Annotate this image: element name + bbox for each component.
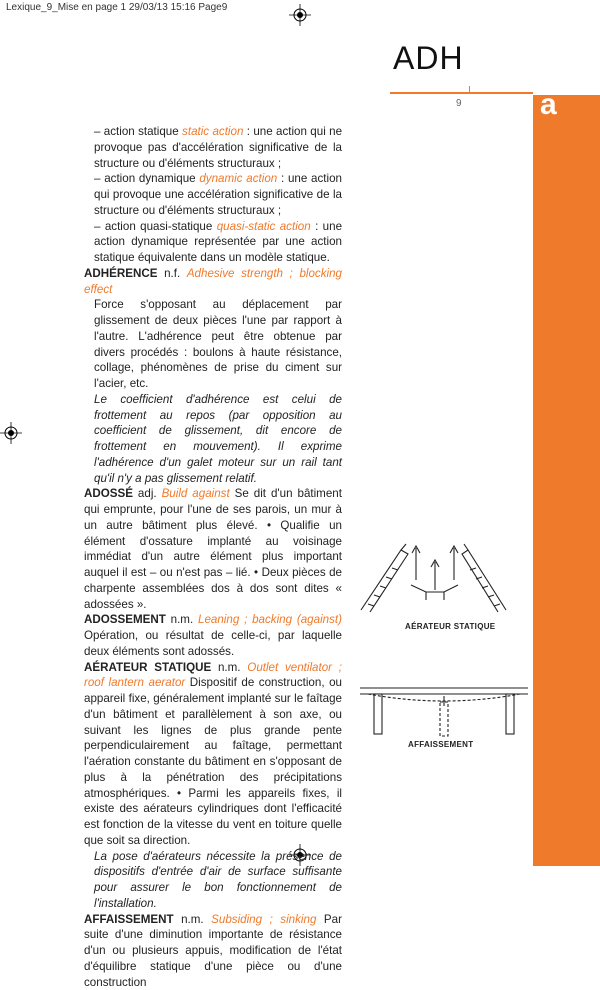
section-letter: a [540,88,557,122]
header-rule [390,92,533,94]
registration-mark-left-icon [0,422,22,444]
affaissement-caption: AFFAISSEMENT [408,740,473,749]
entry-adosse: ADOSSÉ adj. Build against Se dit d'un bâtiment qui emprunte, pour l'une de ses parois, un mur à un autre bâtiment plus élevé. • Qualifie un élément d'ossature implanté au voisinage immédiat d'un autre élément plus important auquel il est – ou n'est pas – lié. • Deux pièces de charpente assemblées dos à dos sont dites « adossées ». [84,486,342,612]
entry-note: Le coefficient d'adhérence est celui de frottement au repos (par opposition au coefficient de glissement, dit encore de frottement en mouvement). Il exprime l'adhérence d'un galet moteur sur un rail tant qu'il n'y a pas glissement relatif. [84,392,342,487]
entry-note: La pose d'aérateurs nécessite la présence de dispositifs d'entrée d'air de surface suffisante pour assurer le bon fonctionnement de l'installation. [84,849,342,912]
list-item: – action dynamique dynamic action : une action qui provoque une accélération significative de la structure ou d'éléments structuraux ; [84,171,342,218]
list-item: – action statique static action : une action qui ne provoque pas d'accélération significative de la structure ou d'éléments structuraux ; [84,124,342,171]
affaissement-figure [358,678,530,738]
aerateur-statique-figure [356,540,516,620]
running-head: ADH [393,40,464,77]
entry-adherence: ADHÉRENCE n.f. Adhesive strength ; blocking effect [84,266,342,298]
entry-aerateur-statique: AÉRATEUR STATIQUE n.m. Outlet ventilator ; roof lantern aerator Dispositif de construction, ou appareil fixe, généralement implanté sur le faîtage d'un bâtiment et parallèlement à son axe, ou suivant les lignes de plus grande pente perpendiculairement au faîtage, permettant l'aération constante du bâtiment en s'opposant de plus à la pénétration des précipitations atmosphériques. • Parmi les appareils fixes, il existe des aérateurs cylindriques dont l'efficacité est fonction de la vitesse du vent en toiture quelle que soit sa direction. [84,660,342,849]
registration-mark-top-icon [289,4,311,26]
page-number: 9 [456,98,462,109]
entry-adossement: ADOSSEMENT n.m. Leaning ; backing (against) Opération, ou résultat de celle-ci, par laquelle deux éléments sont adossés. [84,612,342,659]
list-item: – action quasi-statique quasi-static action : une action dynamique représentée par une action statique équivalente dans un modèle statique. [84,219,342,266]
section-tab [533,95,600,866]
dictionary-column [84,124,342,990]
aerateur-caption: AÉRATEUR STATIQUE [405,622,495,631]
entry-definition: Force s'opposant au déplacement par glissement de deux pièces l'une par rapport à l'autre. L'adhérence peut être obtenue par divers procédés : boulons à haute résistance, collage, phénomènes de prise du ciment sur l'acier, etc. [84,297,342,392]
print-slug: Lexique_9_Mise en page 1 29/03/13 15:16 Page9 [6,2,227,13]
entry-affaissement: AFFAISSEMENT n.m. Subsiding ; sinking Par suite d'une diminution importante de résistance d'un ou plusieurs appuis, modification de l'état d'équilibre statique d'une pièce ou d'une construction [84,912,342,990]
